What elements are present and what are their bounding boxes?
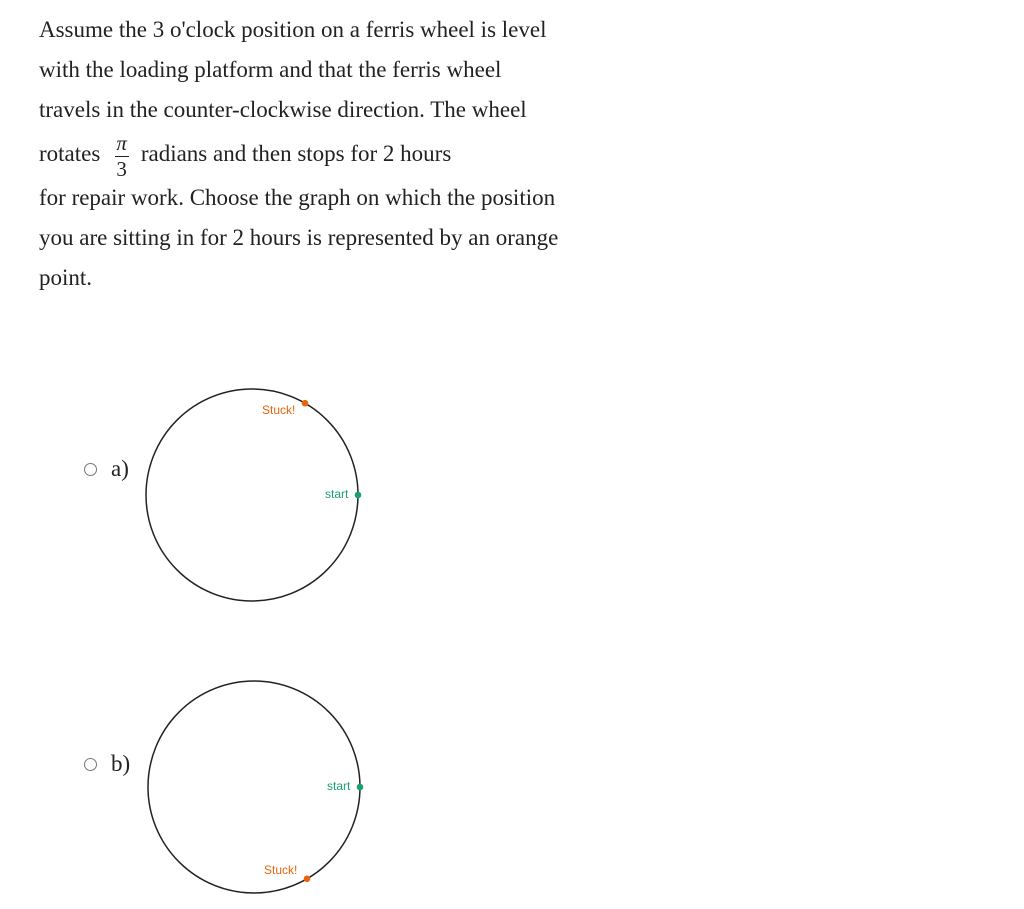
start-point bbox=[357, 784, 364, 791]
wheel-diagram-b[interactable] bbox=[142, 674, 372, 900]
question-text-radians: radians and then stops for 2 hours bbox=[140, 141, 452, 166]
question-line: Assume the 3 o'clock position on a ferris wheel is level bbox=[39, 17, 547, 42]
question-line: travels in the counter-clockwise direction. The wheel bbox=[39, 97, 527, 122]
question-line: point. bbox=[39, 265, 93, 290]
option-b-label: b) bbox=[111, 751, 131, 776]
question-line: with the loading platform and that the ferris wheel bbox=[39, 57, 502, 82]
start-point bbox=[355, 492, 362, 499]
option-b-radio[interactable] bbox=[84, 758, 97, 771]
stuck-point bbox=[302, 400, 309, 407]
question-text-rotates: rotates bbox=[39, 141, 101, 166]
start-label: start bbox=[325, 487, 349, 501]
stuck-label: Stuck! bbox=[262, 403, 296, 417]
fraction-numerator: π bbox=[116, 130, 127, 155]
option-a-radio[interactable] bbox=[84, 463, 97, 476]
question-line-fraction bbox=[39, 130, 619, 181]
start-label: start bbox=[327, 779, 351, 793]
option-a[interactable] bbox=[84, 456, 129, 482]
option-a-label: a) bbox=[111, 456, 129, 481]
fraction-pi-over-3 bbox=[114, 130, 129, 181]
option-b[interactable] bbox=[84, 751, 130, 777]
wheel-diagram-a[interactable] bbox=[140, 382, 370, 608]
question-text bbox=[39, 10, 619, 298]
question-line: you are sitting in for 2 hours is represented by an orange bbox=[39, 225, 559, 250]
fraction-denominator: 3 bbox=[116, 156, 127, 181]
question-line: for repair work. Choose the graph on which the position bbox=[39, 185, 556, 210]
stuck-point bbox=[304, 876, 311, 883]
stuck-label: Stuck! bbox=[264, 863, 298, 877]
